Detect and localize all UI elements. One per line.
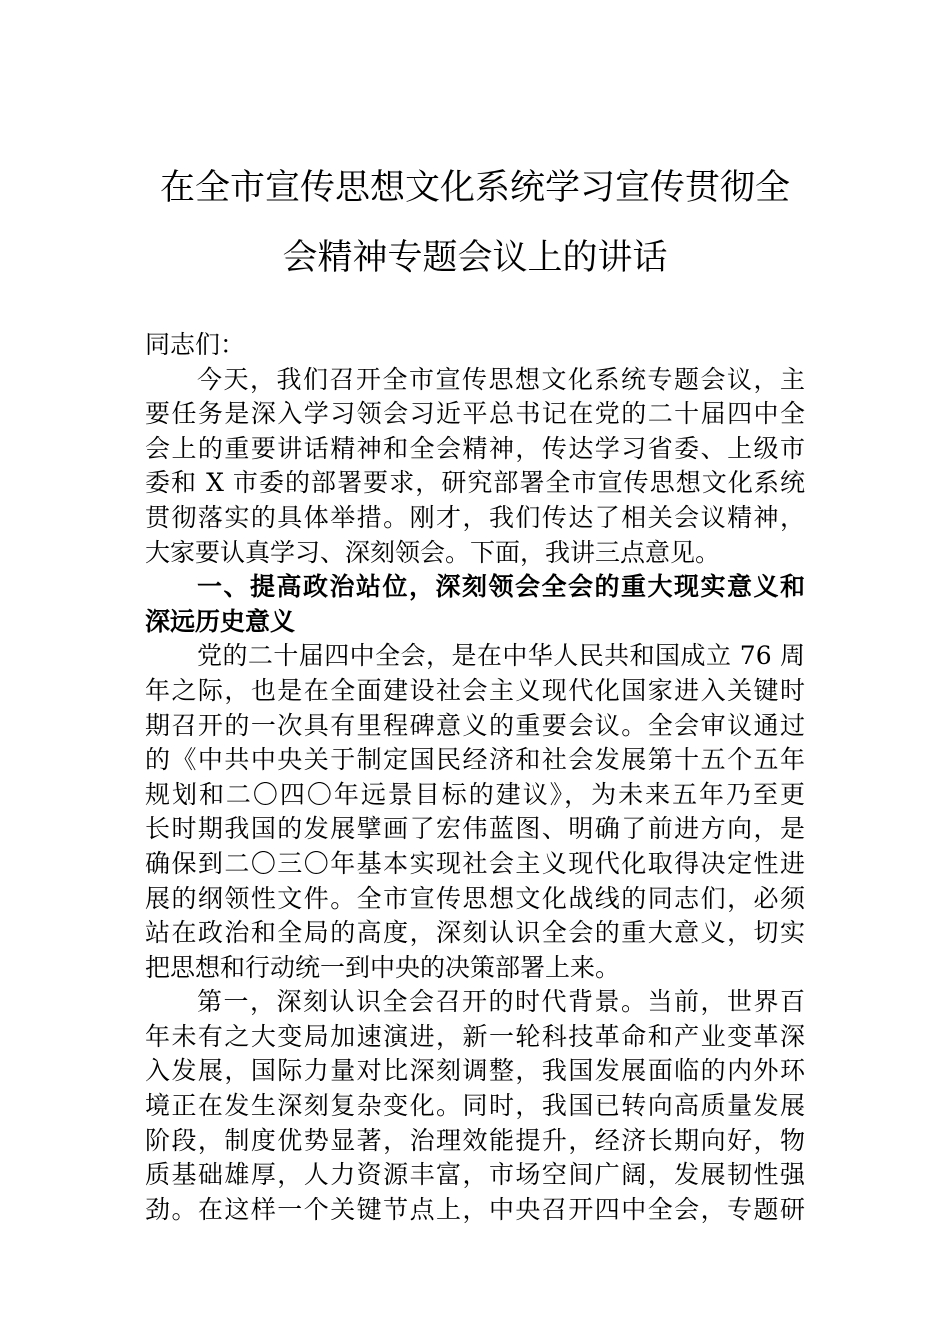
paragraph-line: 劲。在这样一个关键节点上，中央召开四中全会，专题研 — [145, 1194, 805, 1224]
paragraph-line: 的《中共中央关于制定国民经济和社会发展第十五个五年 — [145, 745, 805, 775]
paragraph-line: 境正在发生深刻复杂变化。同时，我国已转向高质量发展 — [145, 1091, 805, 1121]
paragraph-line: 委和 X 市委的部署要求，研究部署全市宣传思想文化系统 — [145, 468, 805, 498]
salutation: 同志们： — [145, 330, 246, 359]
paragraph-line: 会上的重要讲话精神和全会精神，传达学习省委、上级市 — [145, 433, 805, 463]
paragraph-line: 期召开的一次具有里程碑意义的重要会议。全会审议通过 — [145, 710, 805, 740]
section-heading-line: 一、提高政治站位，深刻领会全会的重大现实意义和 — [197, 572, 805, 602]
paragraph-line: 站在政治和全局的高度，深刻认识全会的重大意义，切实 — [145, 918, 805, 948]
paragraph-line: 阶段，制度优势显著，治理效能提升，经济长期向好，物 — [145, 1125, 805, 1155]
document-title-line-1: 在全市宣传思想文化系统学习宣传贯彻全 — [159, 168, 790, 208]
paragraph-line: 规划和二〇四〇年远景目标的建议》，为未来五年乃至更 — [145, 779, 805, 809]
document-title-line-2: 会精神专题会议上的讲话 — [282, 238, 668, 278]
paragraph-line: 要任务是深入学习领会习近平总书记在党的二十届四中全 — [145, 399, 805, 429]
paragraph-line: 贯彻落实的具体举措。刚才，我们传达了相关会议精神， — [145, 502, 805, 532]
paragraph-line: 第一，深刻认识全会召开的时代背景。当前，世界百 — [197, 987, 805, 1017]
paragraph-line: 把思想和行动统一到中央的决策部署上来。 — [145, 952, 621, 982]
paragraph-line: 长时期我国的发展擘画了宏伟蓝图、明确了前进方向，是 — [145, 814, 805, 844]
paragraph-line: 展的纲领性文件。全市宣传思想文化战线的同志们，必须 — [145, 883, 805, 913]
paragraph-line: 确保到二〇三〇年基本实现社会主义现代化取得决定性进 — [145, 848, 805, 878]
paragraph-line: 入发展，国际力量对比深刻调整，我国发展面临的内外环 — [145, 1056, 805, 1086]
paragraph-line: 年之际，也是在全面建设社会主义现代化国家进入关键时 — [145, 675, 805, 705]
document-body — [145, 328, 805, 1227]
paragraph-line: 今天，我们召开全市宣传思想文化系统专题会议，主 — [197, 364, 805, 394]
section-heading-line: 深远历史意义 — [145, 606, 296, 636]
paragraph-line: 大家要认真学习、深刻领会。下面，我讲三点意见。 — [145, 537, 721, 567]
paragraph-line: 质基础雄厚，人力资源丰富，市场空间广阔，发展韧性强 — [145, 1160, 805, 1190]
paragraph-line: 年未有之大变局加速演进，新一轮科技革命和产业变革深 — [145, 1021, 805, 1051]
paragraph-line: 党的二十届四中全会，是在中华人民共和国成立 76 周 — [197, 641, 805, 671]
